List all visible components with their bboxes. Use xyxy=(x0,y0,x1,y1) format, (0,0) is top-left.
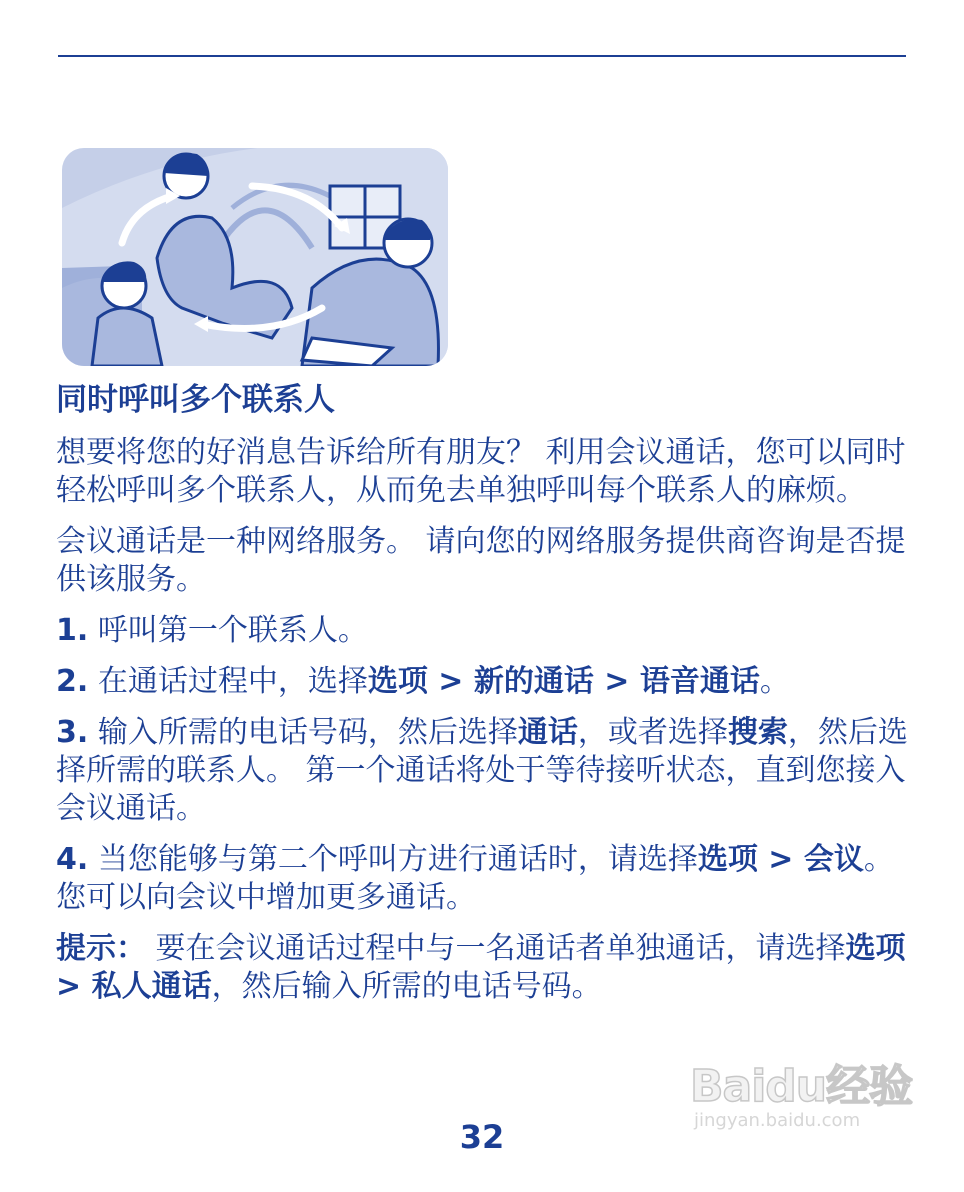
menu-path-call: 通话 xyxy=(517,715,578,750)
step-number: 2. xyxy=(56,664,89,699)
step-3: 3. 输入所需的电话号码，然后选择通话，或者选择搜索，然后选择所需的联系人。 第一个通话将处于等待接听状态，直到您接入会议通话。 xyxy=(56,715,908,826)
menu-path-conference: 会议 xyxy=(803,842,864,877)
step-number: 1. xyxy=(56,613,89,648)
menu-path-new-call: 新的通话 xyxy=(473,664,594,699)
watermark-url: jingyan.baidu.com xyxy=(694,1110,861,1131)
menu-path-options: 选项 xyxy=(697,842,758,877)
page-number: 32 xyxy=(459,1118,505,1156)
menu-path-search: 搜索 xyxy=(727,715,788,750)
conference-call-illustration xyxy=(62,148,448,366)
tip-paragraph: 提示： 要在会议通话过程中与一名通话者单独通话，请选择选项 > 私人通话，然后输入所需的电话号码。 xyxy=(56,931,906,1004)
step-number: 4. xyxy=(56,842,89,877)
network-note: 会议通话是一种网络服务。 请向您的网络服务提供商咨询是否提供该服务。 xyxy=(56,524,906,597)
tip-label: 提示： xyxy=(56,931,146,966)
step-number: 3. xyxy=(56,715,89,750)
menu-path-voice-call: 语音通话 xyxy=(639,664,760,699)
top-rule xyxy=(58,55,906,57)
section-title: 同时呼叫多个联系人 xyxy=(56,382,335,418)
main-content xyxy=(56,378,916,1019)
menu-path-private-call: 私人通话 xyxy=(91,969,212,1004)
step-2: 2. 在通话过程中，选择选项 > 新的通话 > 语音通话。 xyxy=(56,664,790,699)
watermark-logo: Baidu经验 xyxy=(690,1061,913,1112)
intro-paragraph: 想要将您的好消息告诉给所有朋友？ 利用会议通话，您可以同时轻松呼叫多个联系人，从而免去单独呼叫每个联系人的麻烦。 xyxy=(56,435,906,508)
menu-path-options: 选项 xyxy=(367,664,428,699)
step-4: 4. 当您能够与第二个呼叫方进行通话时，请选择选项 > 会议。 您可以向会议中增加更多通话。 xyxy=(56,842,894,915)
step-1: 1. 呼叫第一个联系人。 xyxy=(56,613,368,648)
menu-path-options: 选项 xyxy=(845,931,906,966)
